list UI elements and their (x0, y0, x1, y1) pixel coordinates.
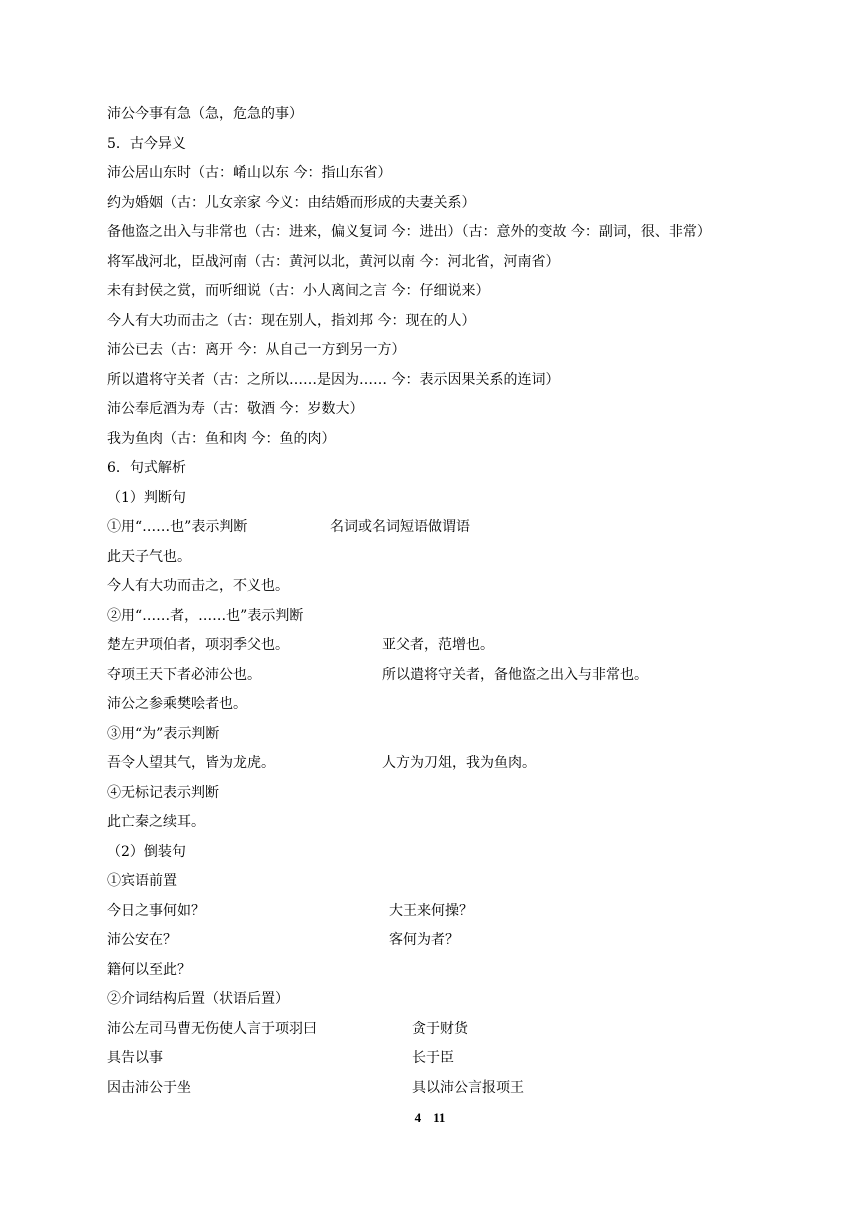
text-line-right: 长于臣 (412, 1050, 454, 1066)
text-line: 备他盗之出入与非常也（古：进来，偏义复词 今：进出）（古：意外的变故 今：副词，很、非常） (107, 224, 711, 240)
section-heading: 6．句式解析 (107, 460, 186, 476)
section-heading: 5．古今异义 (107, 136, 186, 152)
text-line: 沛公居山东时（古：崤山以东 今：指山东省） (107, 165, 392, 181)
text-line: ①宾语前置 (107, 873, 177, 889)
text-line: ①用“……也”表示判断 (107, 519, 248, 535)
text-line: 具告以事 (107, 1050, 163, 1066)
text-line: 今人有大功而击之，不义也。 (107, 578, 289, 594)
text-line: ④无标记表示判断 (107, 785, 219, 801)
text-line: 所以遣将守关者（古：之所以……是因为…… 今：表示因果关系的连词） (107, 372, 560, 388)
text-line-right: 亚父者，范增也。 (382, 637, 494, 653)
text-line: 此亡秦之续耳。 (107, 814, 205, 830)
text-line-right: 所以遣将守关者，备他盗之出入与非常也。 (382, 667, 648, 683)
text-line: 今人有大功而击之（古：现在别人，指刘邦 今：现在的人） (107, 313, 476, 329)
page-total: 11 (433, 1110, 446, 1125)
text-line: 沛公奉卮酒为寿（古：敬酒 今：岁数大） (107, 401, 364, 417)
text-line: 约为婚姻（古：儿女亲家 今义：由结婚而形成的夫妻关系） (107, 195, 476, 211)
text-line-right: 具以沛公言报项王 (412, 1080, 524, 1096)
text-line: 我为鱼肉（古：鱼和肉 今：鱼的肉） (107, 431, 336, 447)
text-line: ②用“……者，……也”表示判断 (107, 608, 304, 624)
text-line: ③用“为”表示判断 (107, 726, 220, 742)
text-line: 今日之事何如？ (107, 903, 205, 919)
text-line: 沛公安在？ (107, 932, 177, 948)
text-line-right: 人方为刀俎，我为鱼肉。 (382, 755, 536, 771)
page-number: 4 (414, 1110, 422, 1125)
text-line: 沛公之参乘樊哙者也。 (107, 696, 247, 712)
text-line: 沛公已去（古：离开 今：从自己一方到另一方） (107, 342, 406, 358)
text-line-right: 贪于财货 (412, 1021, 468, 1037)
text-line: 因击沛公于坐 (107, 1080, 191, 1096)
text-line-right: 名词或名词短语做谓语 (330, 519, 470, 535)
subsection-heading: （2）倒装句 (107, 844, 186, 860)
text-line-right: 大王来何操？ (389, 903, 473, 919)
text-line: 沛公今事有急（急，危急的事） (107, 106, 303, 122)
subsection-heading: （1）判断句 (107, 490, 186, 506)
page-footer (0, 1110, 860, 1126)
text-line-right: 客何为者？ (389, 932, 459, 948)
text-line: 夺项王天下者必沛公也。 (107, 667, 261, 683)
text-line: 此天子气也。 (107, 549, 191, 565)
text-line: 未有封侯之赏，而听细说（古：小人离间之言 今：仔细说来） (107, 283, 490, 299)
text-line: 籍何以至此？ (107, 962, 191, 978)
text-line: 沛公左司马曹无伤使人言于项羽曰 (107, 1021, 317, 1037)
text-line: ②介词结构后置（状语后置） (107, 991, 289, 1007)
text-line: 楚左尹项伯者，项羽季父也。 (107, 637, 289, 653)
text-line: 将军战河北，臣战河南（古：黄河以北，黄河以南 今：河北省，河南省） (107, 254, 560, 270)
text-line: 吾令人望其气，皆为龙虎。 (107, 755, 275, 771)
